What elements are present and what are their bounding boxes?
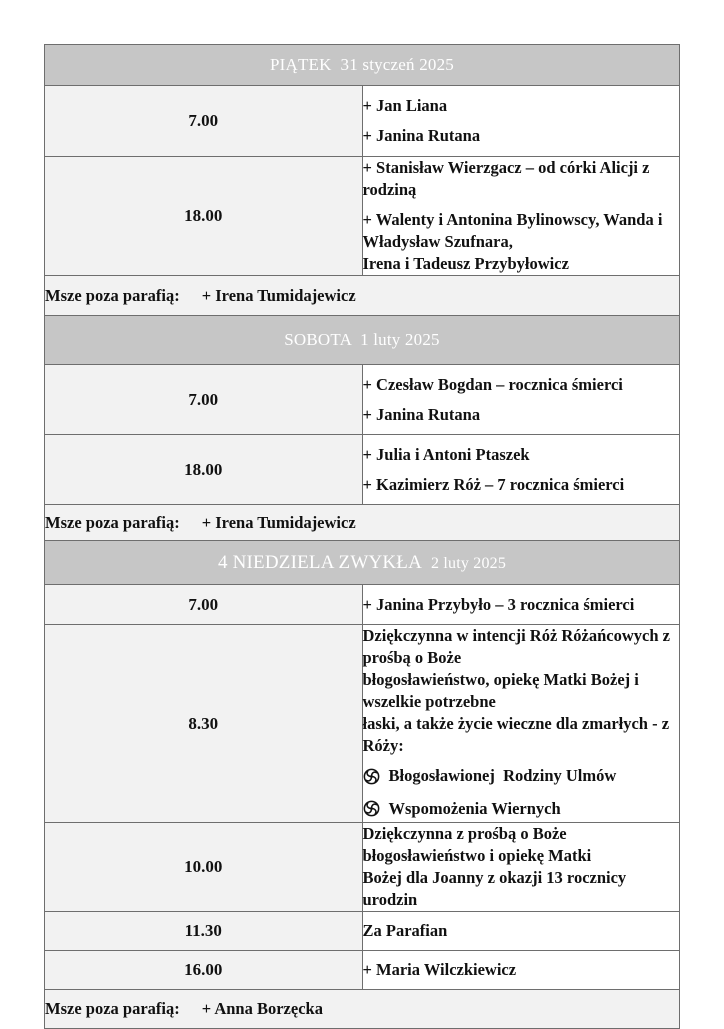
table-row: [45, 157, 680, 276]
rose-name: Błogosławionej Rodziny Ulmów: [388, 766, 617, 785]
day-header-friday: PIĄTEK 31 styczeń 2025: [45, 45, 680, 86]
table-row: [45, 625, 680, 823]
mass-time: 7.00: [45, 86, 363, 157]
mass-time: 7.00: [45, 365, 363, 435]
outside-parish-value: + Irena Tumidajewicz: [201, 285, 356, 305]
intention: Dziękczynna w intencji Róż Różańcowych z prośbą o Boże: [362, 626, 670, 667]
outside-parish-label: Msze poza parafią:: [45, 512, 180, 532]
mass-intentions: [362, 365, 680, 435]
mass-time: 7.00: [45, 585, 363, 625]
mass-intentions: [362, 157, 680, 276]
mass-intentions: [362, 625, 680, 823]
mass-intentions: [362, 86, 680, 157]
mass-time: 16.00: [45, 951, 363, 990]
outside-parish-row: [45, 990, 680, 1029]
outside-parish-label: Msze poza parafią:: [45, 999, 180, 1018]
mass-time: 11.30: [45, 912, 363, 951]
sunday-title: 4 NIEDZIELA ZWYKŁA: [217, 551, 423, 573]
table-row: [45, 823, 680, 912]
intention: + Kazimierz Róż – 7 rocznica śmierci: [362, 474, 625, 494]
table-row: [45, 585, 680, 625]
mass-time: 18.00: [45, 435, 363, 505]
outside-parish-label: Msze poza parafią:: [45, 285, 180, 305]
intention: + Julia i Antoni Ptaszek: [362, 444, 530, 464]
intention: łaski, a także życie wieczne dla zmarłych - z Róży:: [362, 714, 670, 755]
rose-group: [363, 765, 617, 787]
rose-icon: [363, 800, 380, 817]
outside-parish-row: [45, 505, 680, 541]
schedule-table-sunday: [44, 540, 680, 1029]
mass-intentions: [362, 951, 680, 990]
rose-name: Wspomożenia Wiernych: [388, 798, 561, 818]
schedule-table-week: [44, 44, 680, 541]
mass-intentions: [362, 585, 680, 625]
intention: Bożej dla Joanny z okazji 13 rocznicy urodzin: [362, 868, 627, 909]
mass-time: 10.00: [45, 823, 363, 912]
intention: + Jan Liana: [362, 96, 448, 115]
intention: Za Parafian: [362, 921, 448, 940]
intention: + Janina Rutana: [362, 404, 481, 424]
table-row: [45, 912, 680, 951]
intention: + Stanisław Wierzgacz – od córki Alicji z rodziną: [362, 158, 650, 199]
table-row: [45, 86, 680, 157]
outside-parish-value: + Irena Tumidajewicz: [201, 512, 356, 532]
table-row: [45, 365, 680, 435]
intention: Dziękczynna z prośbą o Boże błogosławieństwo i opiekę Matki: [362, 824, 592, 865]
intention: + Czesław Bogdan – rocznica śmierci: [362, 374, 623, 394]
intention: + Janina Rutana: [362, 126, 481, 145]
intention: błogosławieństwo, opiekę Matki Bożej i wszelkie potrzebne: [362, 670, 639, 711]
table-row: [45, 435, 680, 505]
mass-time: 8.30: [45, 625, 363, 823]
intention: + Janina Przybyło – 3 rocznica śmierci: [362, 594, 635, 614]
rose-group: [363, 798, 561, 820]
mass-intentions: [362, 823, 680, 912]
mass-intentions: [362, 912, 680, 951]
intention: + Walenty i Antonina Bylinowscy, Wanda i Władysław Szufnara,: [362, 210, 663, 251]
day-header-sunday: [45, 541, 680, 585]
outside-parish-value: + Anna Borzęcka: [201, 999, 323, 1018]
day-header-saturday: SOBOTA 1 luty 2025: [45, 316, 680, 365]
outside-parish-row: [45, 276, 680, 316]
intention: Irena i Tadeusz Przybyłowicz: [362, 254, 569, 273]
table-row: [45, 951, 680, 990]
mass-time: 18.00: [45, 157, 363, 276]
intention: + Maria Wilczkiewicz: [362, 960, 517, 979]
mass-intentions: [362, 435, 680, 505]
sunday-date: 2 luty 2025: [430, 554, 507, 572]
rose-icon: [363, 768, 380, 785]
